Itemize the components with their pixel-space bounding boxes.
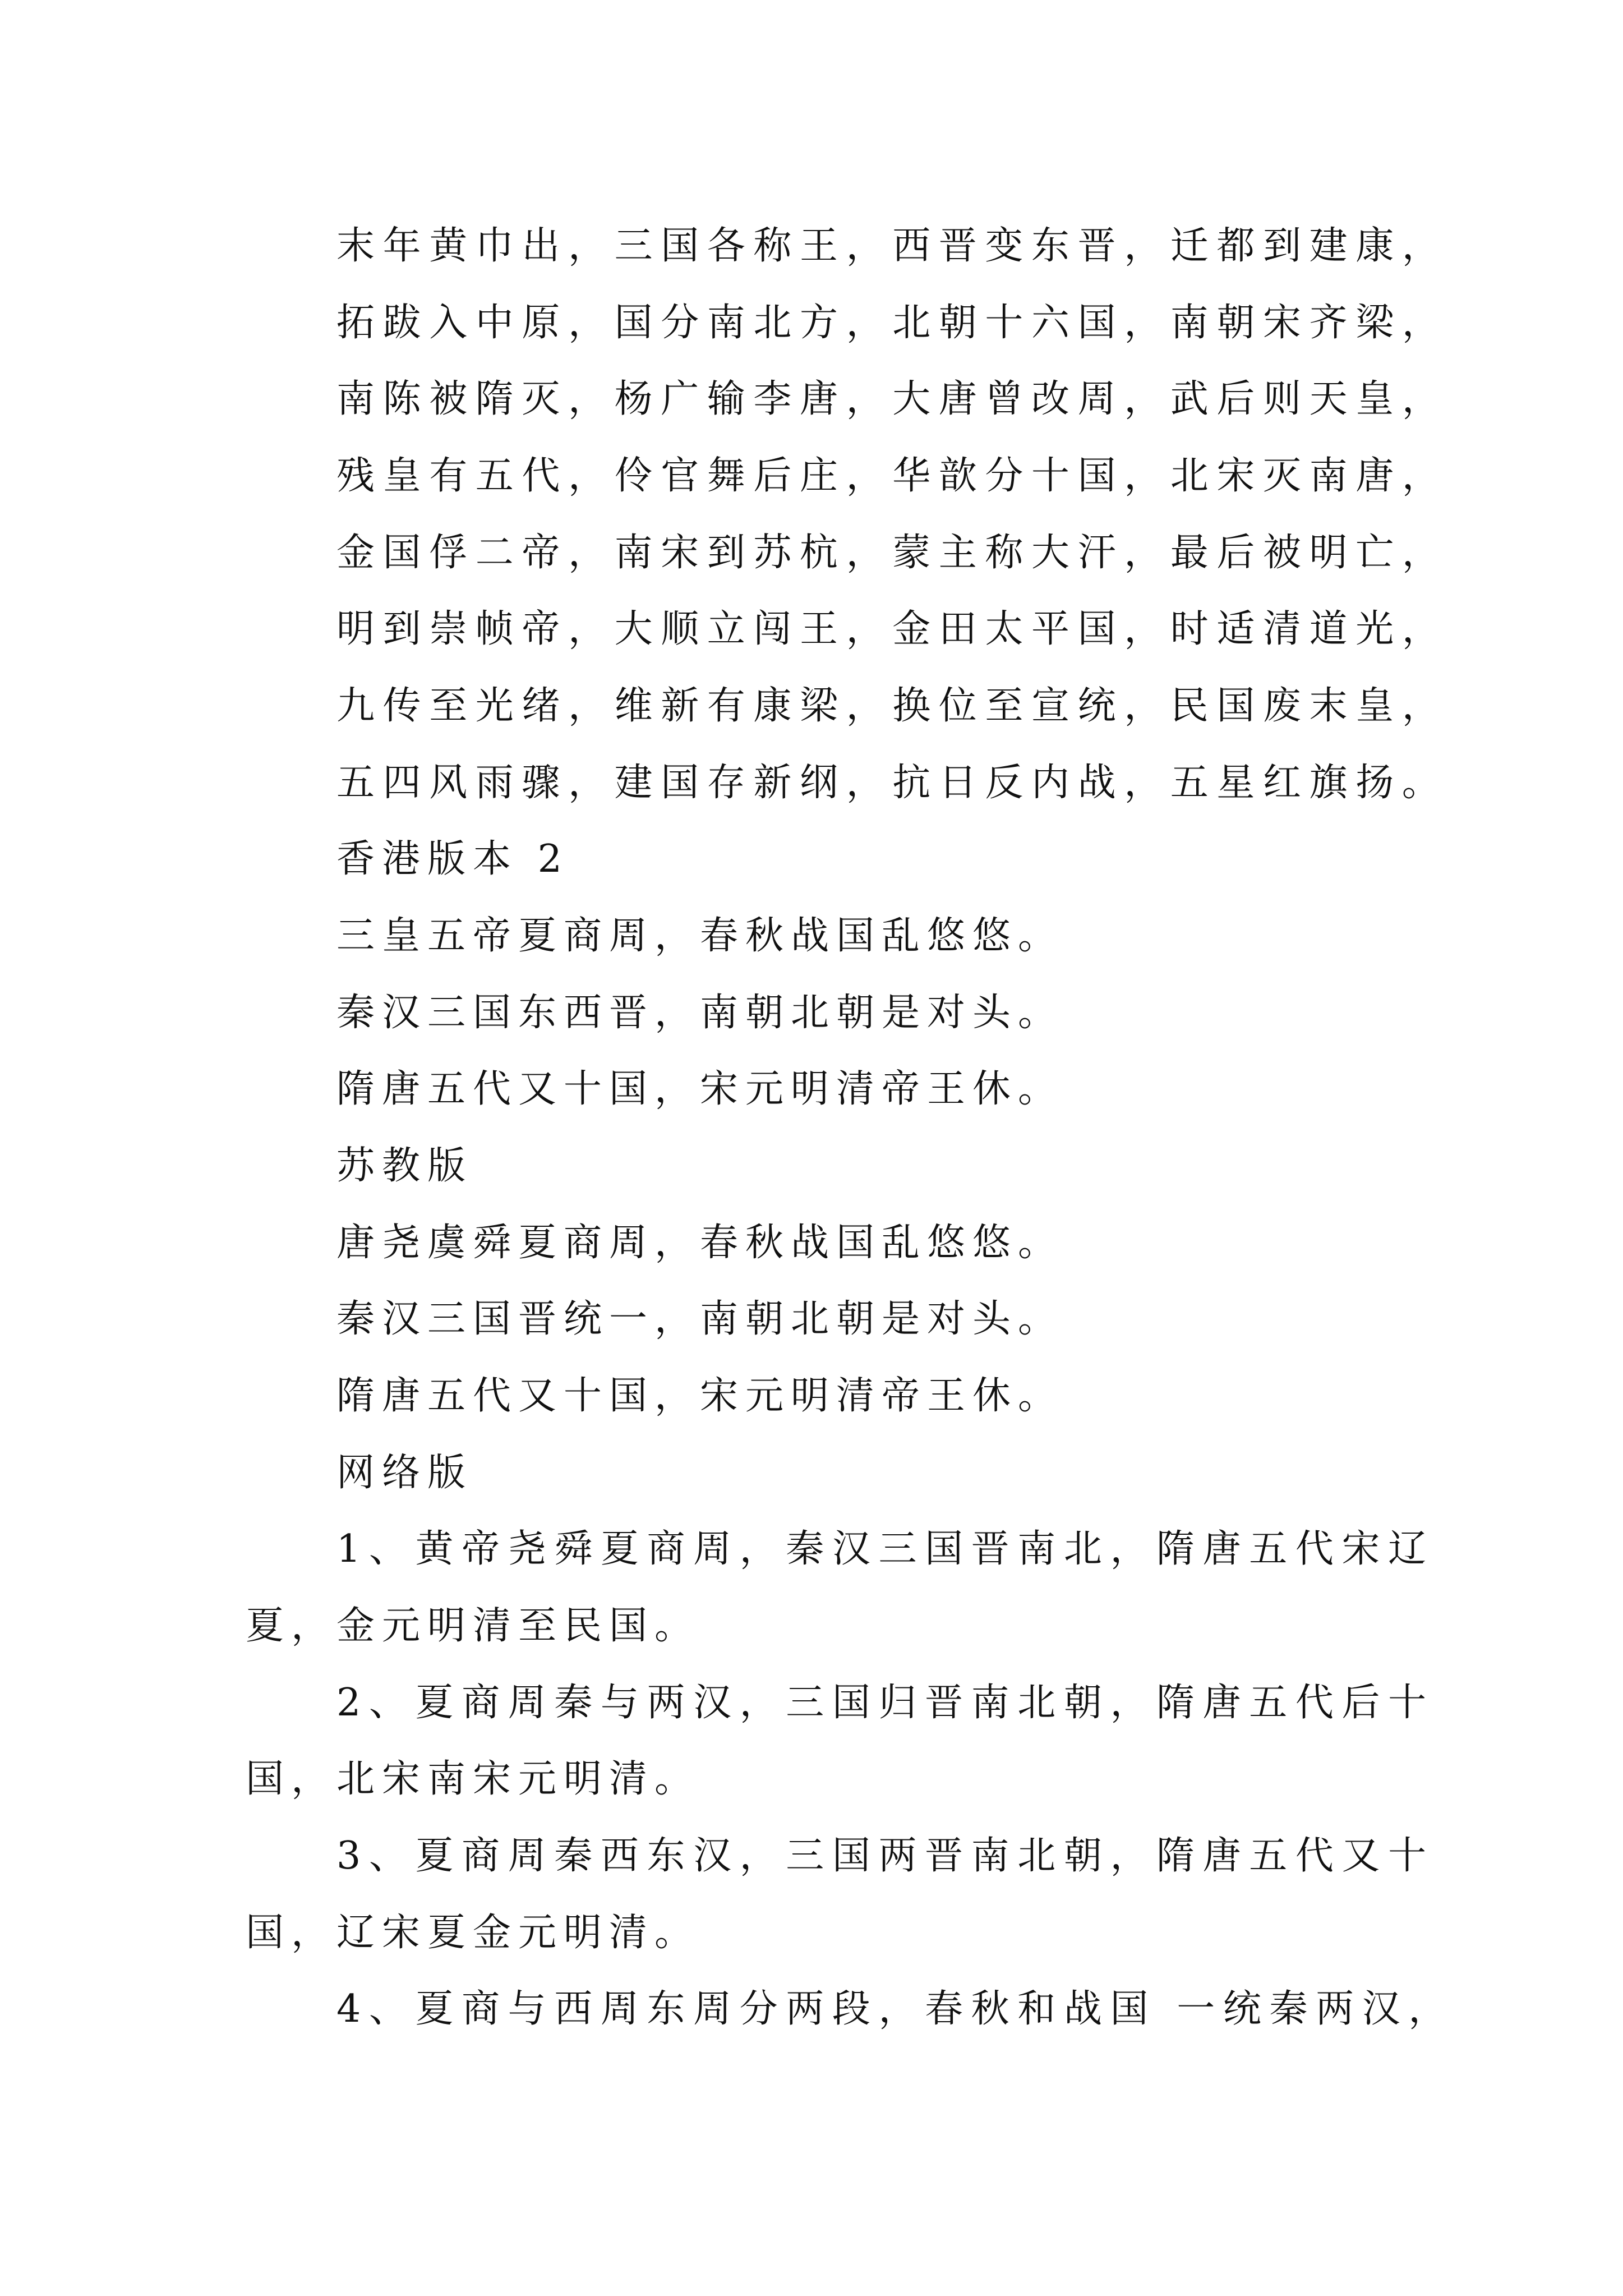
hk-version-line-3: 隋唐五代又十国，宋元明清帝王休。 [336, 1067, 1064, 1111]
sujiao-version-line-3: 隋唐五代又十国，宋元明清帝王休。 [336, 1374, 1064, 1418]
sujiao-version-line-1: 唐尧虞舜夏商周，春秋战国乱悠悠。 [336, 1221, 1064, 1265]
web-item-4-first-line: 4、夏商与西周东周分两段，春秋和战国 一统秦两汉， [336, 1987, 1455, 2031]
hk-version-heading: 香港版本 2 [336, 837, 569, 881]
poem-line-5: 金国俘二帝，南宋到苏杭，蒙主称大汗，最后被明亡， [336, 531, 1449, 575]
web-item-2-first-line: 2、夏商周秦与两汉，三国归晋南北朝，隋唐五代后十 [336, 1681, 1435, 1725]
sujiao-version-heading: 苏教版 [336, 1144, 473, 1188]
hk-version-line-2: 秦汉三国东西晋，南朝北朝是对头。 [336, 991, 1064, 1035]
poem-line-3: 南陈被隋灭，杨广输李唐，大唐曾改周，武后则天皇， [336, 377, 1449, 421]
poem-line-1: 末年黄巾出，三国各称王，西晋变东晋，迁都到建康， [336, 224, 1449, 268]
sujiao-version-line-2: 秦汉三国晋统一，南朝北朝是对头。 [336, 1297, 1064, 1341]
web-item-1-first-line: 1、黄帝尧舜夏商周，秦汉三国晋南北，隋唐五代宋辽 [336, 1527, 1435, 1571]
web-item-1-continuation: 夏，金元明清至民国。 [246, 1604, 700, 1648]
web-item-3-first-line: 3、夏商周秦西东汉，三国两晋南北朝，隋唐五代又十 [336, 1834, 1435, 1878]
poem-line-7: 九传至光绪，维新有康梁，换位至宣统，民国废末皇， [336, 684, 1449, 728]
web-item-2-continuation: 国，北宋南宋元明清。 [246, 1757, 700, 1801]
web-item-3-continuation: 国，辽宋夏金元明清。 [246, 1911, 700, 1955]
web-version-heading: 网络版 [336, 1451, 473, 1495]
poem-line-8: 五四风雨骤，建国存新纲，抗日反内战，五星红旗扬。 [336, 761, 1449, 805]
poem-line-4: 残皇有五代，伶官舞后庄，华歆分十国，北宋灭南唐， [336, 454, 1449, 498]
poem-line-6: 明到崇帧帝，大顺立闯王，金田太平国，时适清道光， [336, 607, 1449, 651]
poem-line-2: 拓跋入中原，国分南北方，北朝十六国，南朝宋齐梁， [336, 301, 1449, 345]
hk-version-line-1: 三皇五帝夏商周，春秋战国乱悠悠。 [336, 914, 1064, 958]
